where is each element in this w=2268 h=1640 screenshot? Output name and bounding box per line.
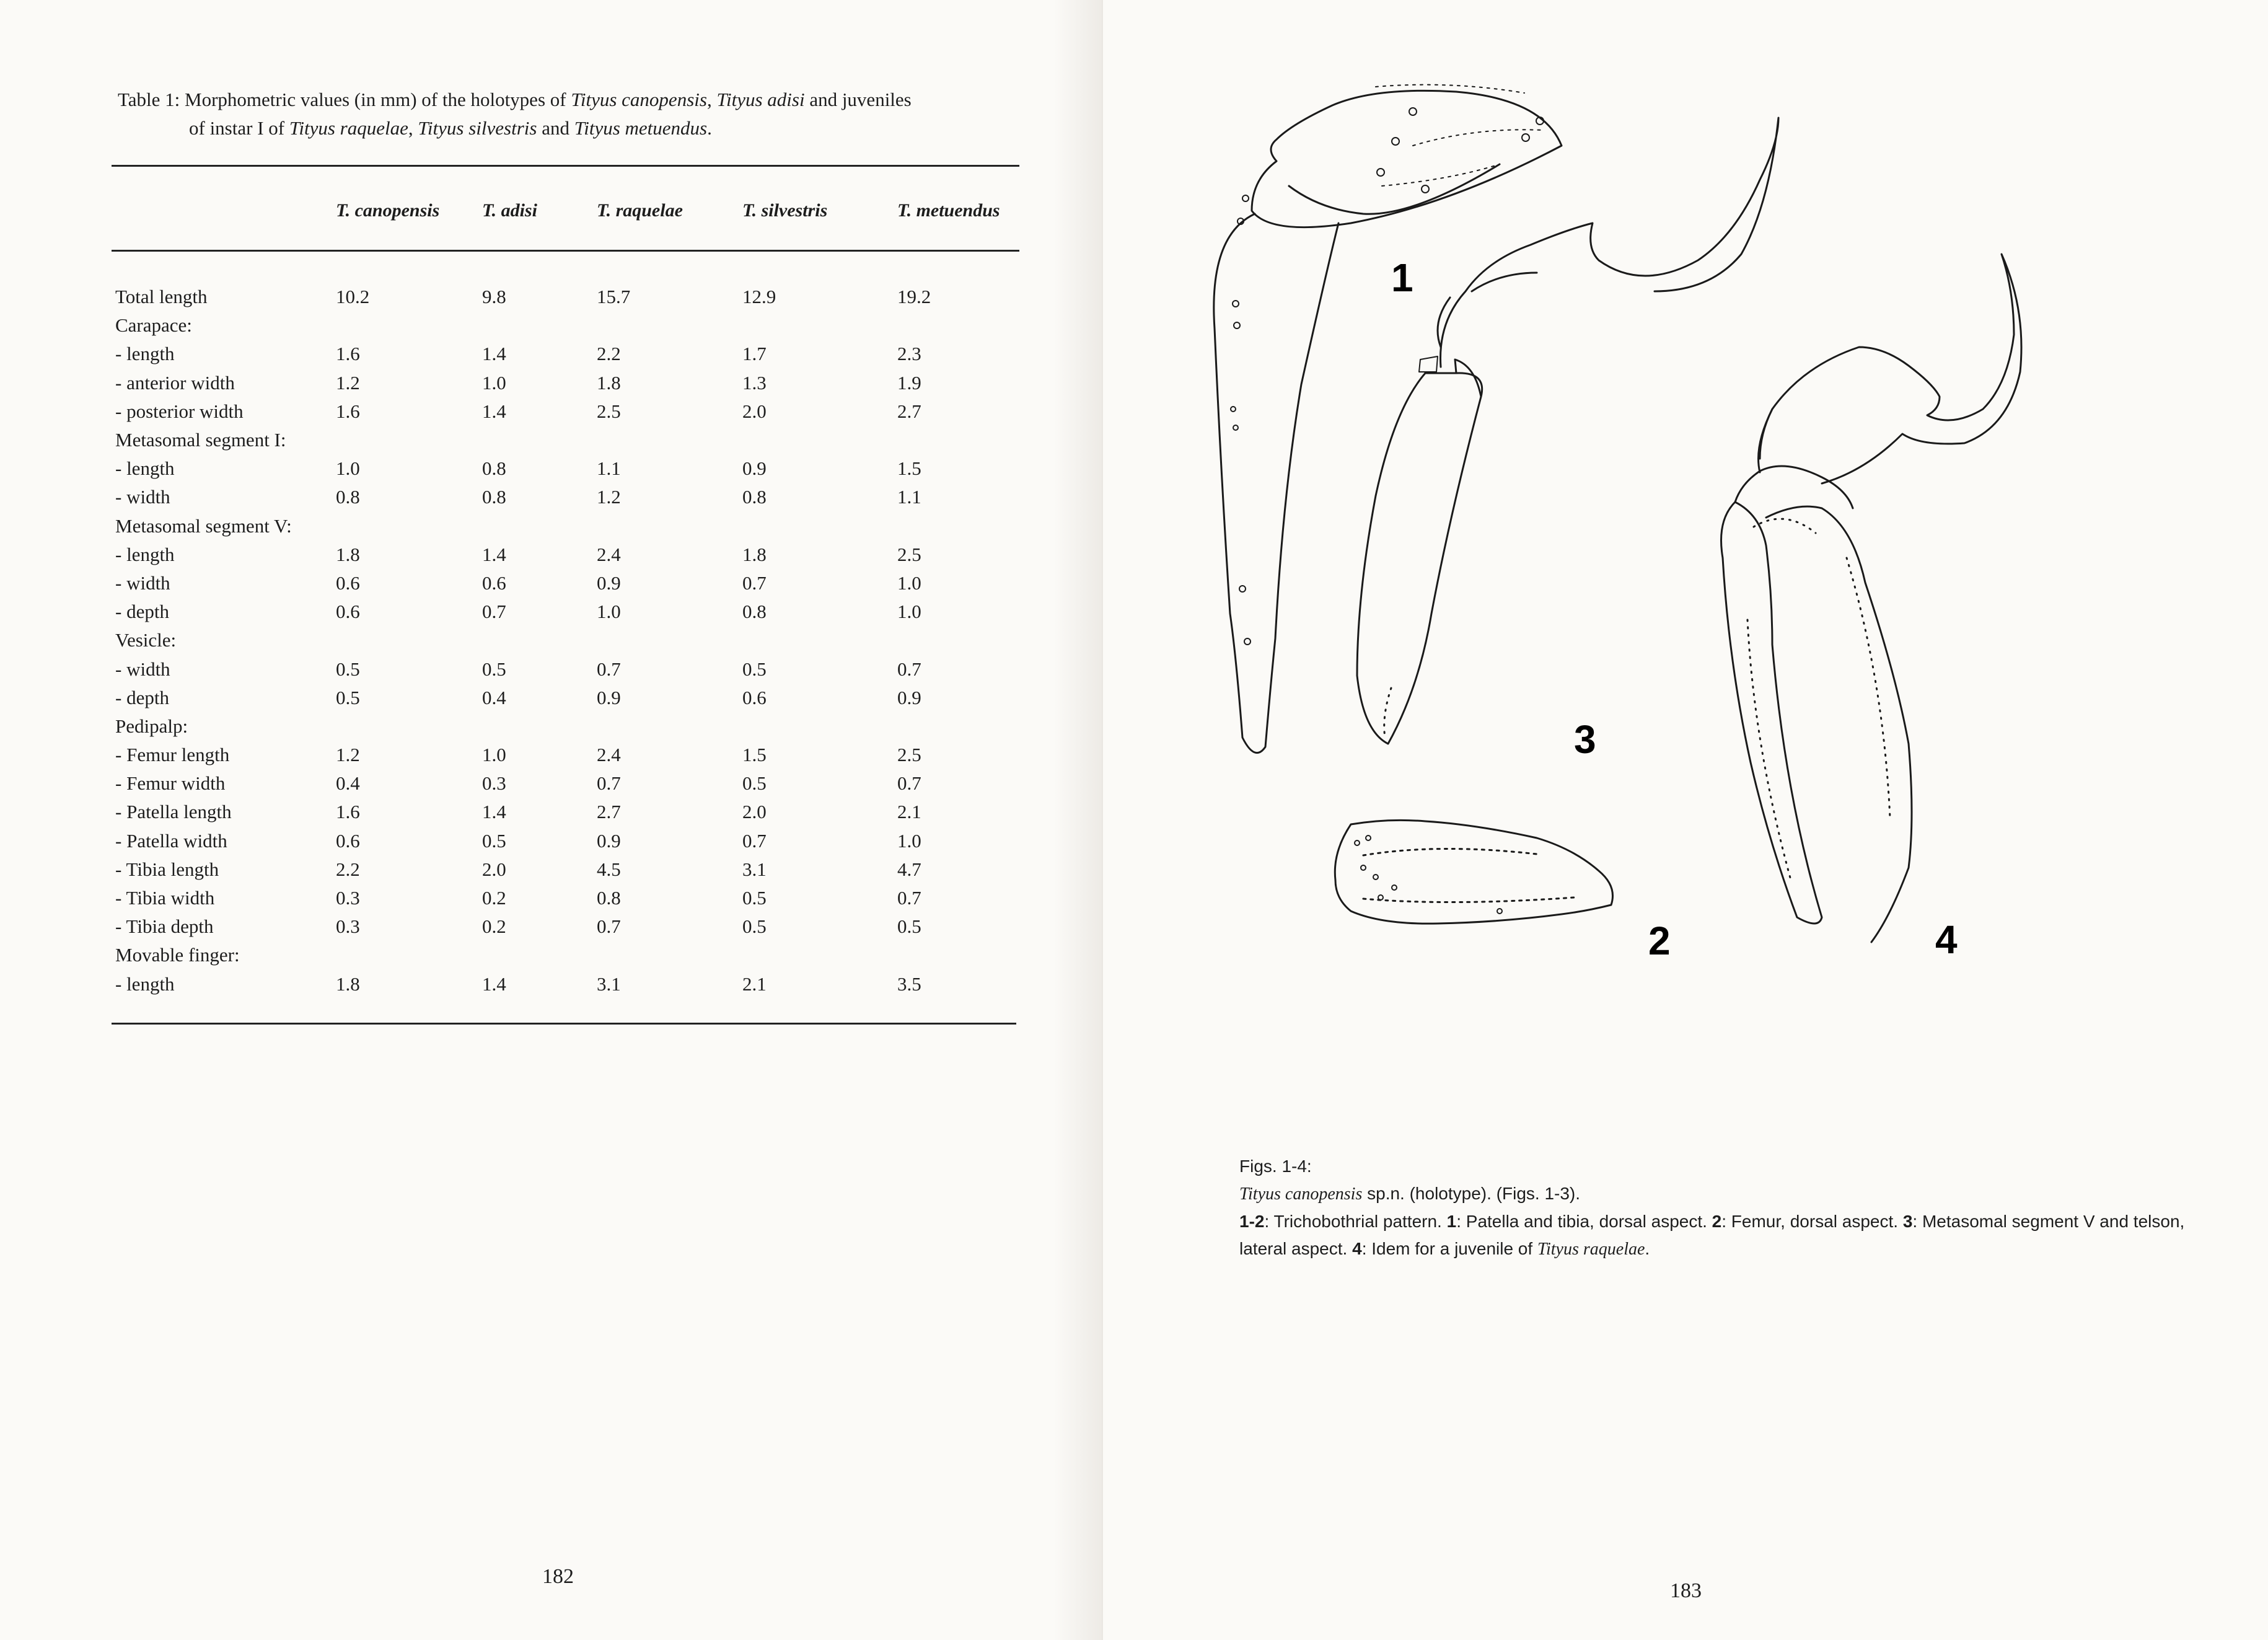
row-label: - Tibia depth — [115, 915, 214, 938]
table-cell — [742, 626, 897, 655]
table-row — [115, 369, 1021, 397]
column-header: T. silvestris — [742, 200, 828, 221]
table-cell: 0.9 — [897, 686, 921, 708]
page-number: 183 — [1670, 1579, 1702, 1602]
figure-1-patella-tibia-drawing — [1214, 90, 1562, 752]
caption-text: : Metasomal segment V and telson, lateral aspect. — [1239, 1212, 2185, 1258]
figure-caption-title: Figs. 1-4: — [1239, 1157, 1312, 1176]
row-label: - length — [115, 457, 175, 480]
table-cell: 0.3 — [336, 915, 360, 938]
table-row — [115, 426, 1021, 454]
table-cell: 15.7 — [597, 286, 631, 308]
table-cell: 1.5 — [742, 744, 767, 766]
caption-text: and juveniles — [804, 89, 912, 110]
caption-text: Table 1: Morphometric values (in mm) of the holotypes of — [118, 89, 571, 110]
table-cell: 1.0 — [897, 601, 921, 623]
table-row — [115, 569, 1021, 597]
table-cell: 2.4 — [597, 744, 621, 766]
table-cell: 2.5 — [897, 543, 921, 565]
table-cell: 0.9 — [597, 686, 621, 708]
table-cell: 2.0 — [482, 858, 506, 880]
table-cell: 0.9 — [597, 829, 621, 852]
table-cell: 0.4 — [336, 772, 360, 795]
header-empty — [115, 192, 336, 229]
table-row — [115, 827, 1021, 855]
table-cell: 1.2 — [597, 486, 621, 508]
table-cell: 0.7 — [597, 915, 621, 938]
table-cell: 0.6 — [742, 686, 767, 708]
caption-text: , — [706, 89, 717, 110]
row-label: - Femur length — [115, 744, 230, 766]
morphometric-table — [115, 192, 1021, 999]
caption-species: Tityus metuendus — [574, 117, 708, 139]
table-cell: 2.0 — [742, 400, 767, 422]
table-cell: 2.1 — [742, 972, 767, 995]
row-label: Pedipalp: — [115, 715, 188, 737]
caption-figure-ref: 1 — [1446, 1212, 1457, 1231]
table-cell: 4.5 — [597, 858, 621, 880]
row-label: - length — [115, 543, 175, 565]
table-row — [115, 512, 1021, 540]
table-cell — [897, 626, 1021, 655]
table-cell: 1.9 — [897, 371, 921, 394]
page-number: 182 — [542, 1565, 574, 1588]
table-cell — [897, 941, 1021, 969]
table-cell — [336, 426, 482, 454]
figure-1-trichobothria — [1231, 85, 1544, 645]
table-cell: 0.6 — [336, 571, 360, 594]
row-label: - length — [115, 972, 175, 995]
row-label: - Tibia width — [115, 887, 215, 909]
header-spacer — [115, 229, 1021, 283]
table-cell: 0.9 — [742, 457, 767, 480]
table-cell: 3.5 — [897, 972, 921, 995]
table-cell: 1.4 — [482, 972, 506, 995]
table-caption — [118, 86, 1035, 143]
table-row — [115, 798, 1021, 826]
table-cell: 2.2 — [336, 858, 360, 880]
figure-4-juvenile-drawing — [1721, 254, 2022, 942]
table-cell: 1.8 — [336, 972, 360, 995]
table-cell — [336, 626, 482, 655]
table-cell: 0.4 — [482, 686, 506, 708]
table-cell — [742, 426, 897, 454]
table-row — [115, 655, 1021, 683]
row-label: - Patella width — [115, 829, 227, 852]
table-row — [115, 597, 1021, 626]
table-cell — [597, 512, 742, 540]
table-cell — [742, 512, 897, 540]
table-cell: 0.8 — [742, 601, 767, 623]
table-row — [115, 855, 1021, 884]
table-cell: 12.9 — [742, 286, 776, 308]
table-cell — [482, 712, 597, 741]
table-cell: 0.5 — [742, 887, 767, 909]
table-row — [115, 540, 1021, 569]
row-label: Movable finger: — [115, 944, 240, 966]
table-cell: 1.0 — [897, 571, 921, 594]
table-cell — [597, 626, 742, 655]
table-cell: 1.4 — [482, 543, 506, 565]
column-header: T. adisi — [482, 200, 537, 221]
table-cell: 0.7 — [897, 887, 921, 909]
table-cell: 0.7 — [897, 658, 921, 680]
table-cell: 1.6 — [336, 343, 360, 365]
row-label: Vesicle: — [115, 629, 177, 651]
table-cell — [597, 311, 742, 340]
row-label: - length — [115, 343, 175, 365]
caption-text: and — [537, 117, 574, 139]
column-header: T. canopensis — [336, 200, 440, 221]
table-cell: 1.8 — [597, 371, 621, 394]
caption-species: Tityus adisi — [716, 89, 805, 110]
table-cell: 0.8 — [482, 457, 506, 480]
caption-figure-ref: 2 — [1712, 1212, 1722, 1231]
table-cell: 1.6 — [336, 400, 360, 422]
table-cell: 2.3 — [897, 343, 921, 365]
table-row — [115, 454, 1021, 483]
figure-2-trichobothria — [1355, 835, 1502, 914]
row-label: Metasomal segment V: — [115, 514, 292, 537]
table-cell: 0.7 — [597, 772, 621, 795]
table-cell: 0.3 — [336, 887, 360, 909]
table-cell: 0.8 — [742, 486, 767, 508]
caption-text: . — [1645, 1239, 1650, 1258]
table-cell: 1.0 — [336, 457, 360, 480]
caption-text: of instar I of — [189, 117, 289, 139]
table-cell: 3.1 — [597, 972, 621, 995]
table-cell — [482, 311, 597, 340]
table-cell: 0.5 — [897, 915, 921, 938]
caption-text: sp.n. (holotype). (Figs. 1-3). — [1362, 1184, 1581, 1203]
table-cell — [597, 941, 742, 969]
table-row — [115, 712, 1021, 741]
table-cell — [742, 941, 897, 969]
table-cell — [742, 311, 897, 340]
table-cell: 0.5 — [482, 658, 506, 680]
table-cell: 1.4 — [482, 801, 506, 823]
table-row — [115, 684, 1021, 712]
column-header: T. raquelae — [597, 200, 683, 221]
table-cell: 0.6 — [336, 829, 360, 852]
table-row — [115, 483, 1021, 511]
table-cell — [482, 426, 597, 454]
row-label: - depth — [115, 601, 169, 623]
table-cell — [336, 311, 482, 340]
table-cell: 0.5 — [742, 915, 767, 938]
table-cell: 1.6 — [336, 801, 360, 823]
row-label: Total length — [115, 286, 208, 308]
table-cell: 9.8 — [482, 286, 506, 308]
table-cell: 1.8 — [742, 543, 767, 565]
caption-figure-ref: 3 — [1902, 1212, 1913, 1231]
row-label: - Tibia length — [115, 858, 219, 880]
table-cell: 1.2 — [336, 371, 360, 394]
table-cell: 1.2 — [336, 744, 360, 766]
table-cell: 0.7 — [597, 658, 621, 680]
table-cell: 0.7 — [482, 601, 506, 623]
caption-text: : Idem for a juvenile of — [1361, 1239, 1537, 1258]
table-cell: 0.7 — [742, 571, 767, 594]
scorpion-figures — [1103, 0, 2268, 1116]
figure-number-1: 1 — [1391, 255, 1413, 300]
table-cell: 0.5 — [336, 658, 360, 680]
table-cell: 1.0 — [597, 601, 621, 623]
table-cell: 0.5 — [742, 772, 767, 795]
table-row — [115, 884, 1021, 912]
table-cell: 0.8 — [482, 486, 506, 508]
row-label: - width — [115, 658, 170, 680]
figure-2-femur-drawing — [1335, 820, 1612, 924]
table-cell: 0.8 — [597, 887, 621, 909]
column-header: T. metuendus — [897, 200, 1000, 221]
table-cell: 2.5 — [597, 400, 621, 422]
table-cell: 2.5 — [897, 744, 921, 766]
row-label: Metasomal segment I: — [115, 429, 286, 451]
table-cell: 10.2 — [336, 286, 370, 308]
table-cell: 1.7 — [742, 343, 767, 365]
figure-caption — [1239, 1153, 2206, 1263]
table-cell: 0.2 — [482, 915, 506, 938]
table-row — [115, 769, 1021, 798]
figure-3-metasoma-telson-drawing — [1357, 118, 1778, 744]
table-cell — [742, 712, 897, 741]
table-cell — [482, 626, 597, 655]
table-cell: 2.2 — [597, 343, 621, 365]
caption-species: Tityus raquelae — [1537, 1240, 1645, 1259]
table-cell — [482, 941, 597, 969]
table-cell: 0.2 — [482, 887, 506, 909]
table-cell: 2.7 — [597, 801, 621, 823]
table-cell: 0.6 — [482, 571, 506, 594]
table-cell: 1.1 — [597, 457, 621, 480]
table-cell: 1.0 — [897, 829, 921, 852]
table-cell: 2.4 — [597, 543, 621, 565]
table-body — [115, 283, 1021, 999]
table-cell: 1.8 — [336, 543, 360, 565]
figure-number-2: 2 — [1648, 919, 1671, 963]
table-cell — [597, 712, 742, 741]
row-label: - width — [115, 486, 170, 508]
table-cell — [897, 512, 1021, 540]
table-cell: 3.1 — [742, 858, 767, 880]
table-cell: 0.6 — [336, 601, 360, 623]
table-cell: 0.8 — [336, 486, 360, 508]
row-label: - depth — [115, 686, 169, 708]
table-row — [115, 741, 1021, 769]
table-cell: 1.1 — [897, 486, 921, 508]
table-cell — [897, 311, 1021, 340]
caption-text: : Femur, dorsal aspect. — [1721, 1212, 1903, 1231]
table-header-row — [115, 192, 1021, 229]
figure-number-4: 4 — [1935, 917, 1958, 962]
left-page — [0, 0, 1103, 1640]
table-row — [115, 626, 1021, 655]
table-row — [115, 941, 1021, 969]
table-cell: 0.9 — [597, 571, 621, 594]
table-row — [115, 397, 1021, 426]
table-cell: 4.7 — [897, 858, 921, 880]
table-cell: 0.5 — [336, 686, 360, 708]
caption-species: Tityus raquelae — [289, 117, 408, 139]
table-cell — [336, 941, 482, 969]
table-row — [115, 283, 1021, 311]
row-label: - Patella length — [115, 801, 232, 823]
table-cell: 0.7 — [897, 772, 921, 795]
row-label: - anterior width — [115, 371, 235, 394]
caption-figure-ref: 1-2 — [1239, 1212, 1265, 1231]
table-cell — [597, 426, 742, 454]
table-bottom-rule — [112, 1023, 1016, 1025]
right-page — [1103, 0, 2268, 1640]
table-cell: 0.7 — [742, 829, 767, 852]
table-cell: 1.0 — [482, 371, 506, 394]
caption-species: Tityus silvestris — [418, 117, 537, 139]
table-cell: 1.4 — [482, 400, 506, 422]
caption-figure-ref: 4 — [1352, 1239, 1362, 1258]
table-row — [115, 970, 1021, 999]
table-row — [115, 912, 1021, 941]
row-label: - posterior width — [115, 400, 244, 422]
table-cell — [336, 512, 482, 540]
table-top-rule — [112, 165, 1019, 167]
figure-number-3: 3 — [1574, 717, 1596, 762]
table-cell: 1.4 — [482, 343, 506, 365]
table-cell: 1.5 — [897, 457, 921, 480]
table-cell — [482, 512, 597, 540]
row-label: - Femur width — [115, 772, 226, 795]
caption-text: : Patella and tibia, dorsal aspect. — [1456, 1212, 1712, 1231]
table-row — [115, 340, 1021, 368]
table-cell: 19.2 — [897, 286, 931, 308]
table-cell: 1.3 — [742, 371, 767, 394]
table-cell: 0.5 — [482, 829, 506, 852]
row-label: - width — [115, 571, 170, 594]
caption-text: . — [707, 117, 712, 139]
table-cell: 2.7 — [897, 400, 921, 422]
caption-text: , — [408, 117, 418, 139]
table-cell: 1.0 — [482, 744, 506, 766]
table-cell — [897, 712, 1021, 741]
table-row — [115, 311, 1021, 340]
table-cell: 0.3 — [482, 772, 506, 795]
caption-text: : Trichobothrial pattern. — [1264, 1212, 1447, 1231]
caption-species: Tityus canopensis — [1239, 1184, 1363, 1204]
table-cell: 2.0 — [742, 801, 767, 823]
caption-species: Tityus canopensis — [571, 89, 707, 110]
table-cell: 2.1 — [897, 801, 921, 823]
row-label: Carapace: — [115, 314, 192, 337]
table-cell: 0.5 — [742, 658, 767, 680]
table-cell — [897, 426, 1021, 454]
table-cell — [336, 712, 482, 741]
